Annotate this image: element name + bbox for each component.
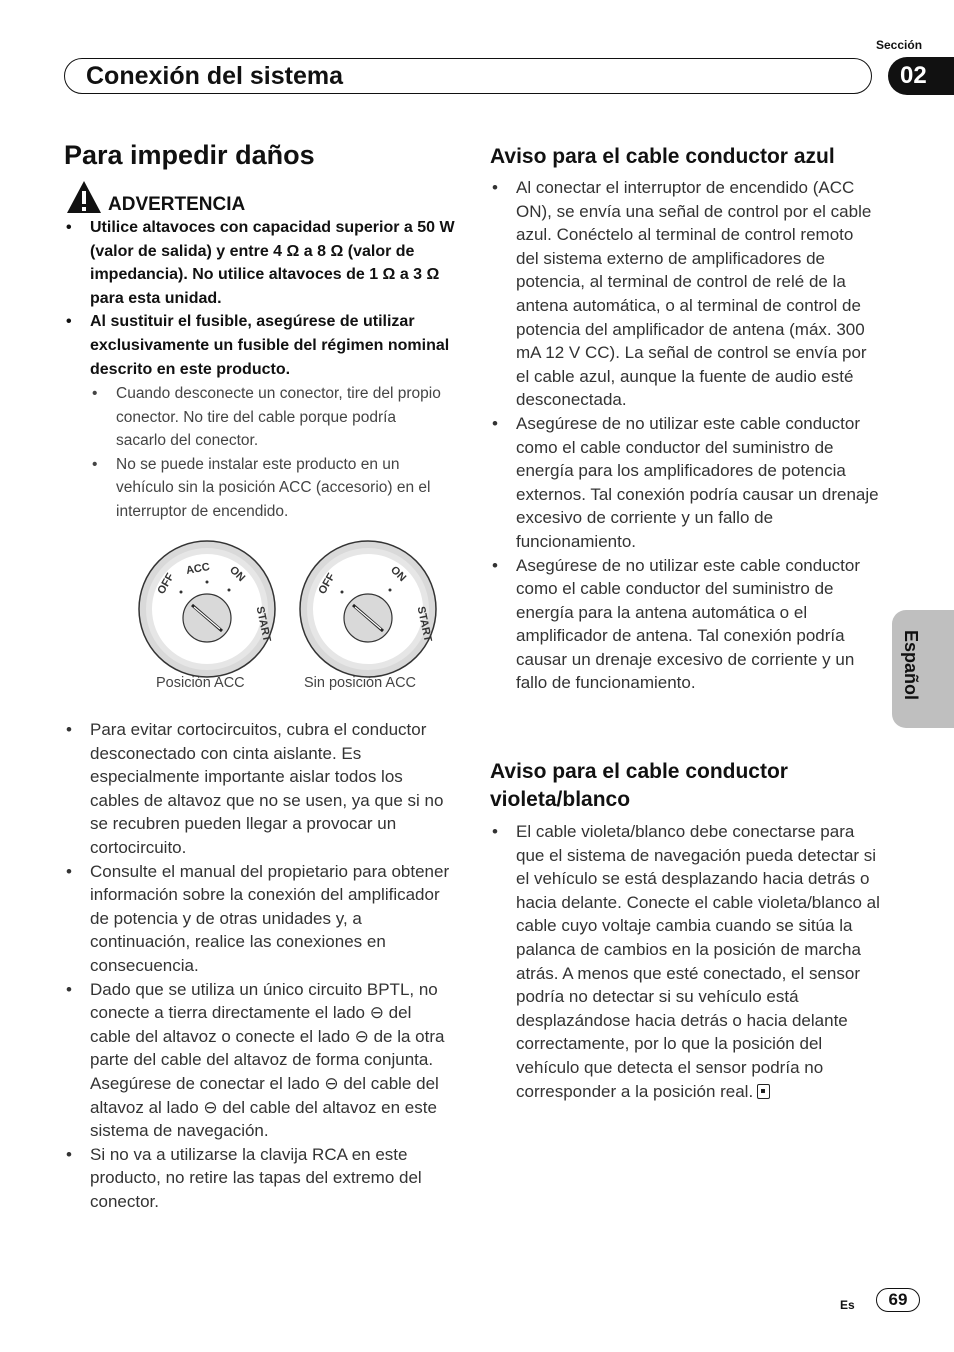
switch-label-off: OFF (155, 571, 177, 597)
warning-icon (66, 180, 102, 214)
chapter-title: Conexión del sistema (86, 62, 344, 90)
section-label: Sección (876, 38, 923, 52)
violet-cable-heading: Aviso para el cable conductor violeta/blanco (490, 760, 788, 811)
warning-label: ADVERTENCIA (108, 194, 246, 215)
list-item: • Al conectar el interruptor de encendido (ACC ON), se envía una señal de control por el cable azul. Conéctelo al terminal de control remoto del sistema externo de amplificadores de potencia, al terminal de control de relé de la antena automática, o al terminal de control de potencia del amplificador de antena (máx. 300 mA 12 V CC). La señal de control se envía por el cable azul, aunque la fuente de audio esté desconectada. (490, 176, 880, 412)
warning-item: • Utilice altavoces con capacidad superior a 50 W (valor de salida) y entre 4 Ω a 8 Ω (valor de impedancia). No utilice altavoces de 1 Ω a 3 Ω para esta unidad. (64, 216, 456, 310)
warning-item: • Al sustituir el fusible, asegúrese de utilizar exclusivamente un fusible del régimen nominal descrito en este producto. (64, 310, 456, 381)
switch-label-start: START (414, 605, 434, 643)
left-notes-list (64, 718, 454, 1213)
list-item: • Asegúrese de no utilizar este cable conductor como el cable conductor del suministro de energía para los amplificadores de potencia externos. Tal conexión podría causar un drenaje excesivo de corriente y un fallo de funcionamiento. (490, 412, 880, 554)
list-item-text: El cable violeta/blanco debe conectarse para que el sistema de navegación pueda detectar si el vehículo se está desplazando hacia detrás o hacia delante. Conecte el cable violeta/blanco al cable cuyo voltaje cambia cuando se sitúa la palanca de cambios en la posición de marcha atrás. A menos que esté conectado, el sensor podría no detectar si su vehículo está desplazándose hacia detrás o hacia delante correctamente, por lo que la posición del vehículo que detecta el sensor podría no corresponder a la posición real. (516, 822, 880, 1101)
list-item: • Consulte el manual del propietario para obtener información sobre la conexión del amplificador de potencia y de otras unidades y, a continuación, realice las conexiones en consecuencia. (64, 860, 454, 978)
page-number: 69 (876, 1288, 920, 1312)
switch-label-on: ON (388, 563, 409, 585)
list-item (490, 820, 880, 1103)
blue-cable-list (490, 176, 880, 695)
list-item: • Para evitar cortocircuitos, cubra el conductor desconectado con cinta aislante. Es especialmente importante aislar todos los cables de altavoz que no se usen, ya que si no se recubren pueden llegar a provocar un cortocircuito. (64, 718, 454, 860)
figure-caption-acc: Posición ACC (156, 675, 245, 691)
warning-subitem: • No se puede instalar este producto en un vehículo sin la posición ACC (accesorio) en el interruptor de encendido. (90, 453, 446, 524)
language-tab (892, 610, 954, 728)
end-mark-icon (757, 1084, 770, 1099)
ignition-switch-no-acc-icon (300, 541, 436, 677)
language-code: Es (840, 1298, 855, 1312)
section-number-badge: 02 (888, 57, 954, 95)
list-item: • Dado que se utiliza un único circuito BPTL, no conecte a tierra directamente el lado ⊖ del cable del altavoz o conecte el lado ⊖ de la otra parte del cable del altavoz de forma conjunta. Asegúrese de conectar el lado ⊖ del cable del altavoz al lado ⊖ del cable del altavoz en este sistema de navegación. (64, 978, 454, 1143)
list-item: • Asegúrese de no utilizar este cable conductor como el cable conductor del suministro de energía para la antena automática o el amplificador de antena. Tal conexión podría causar un drenaje excesivo de corriente y un fallo de funcionamiento. (490, 554, 880, 696)
warning-sublist (90, 382, 446, 524)
figure-caption-no-acc: Sin posición ACC (304, 675, 417, 691)
switch-label-start: START (253, 605, 273, 643)
page-title: Para impedir daños (64, 140, 315, 170)
language-tab-label: Español (901, 630, 921, 701)
switch-label-acc: ACC (185, 561, 211, 577)
violet-cable-list (490, 820, 880, 1103)
warning-subitem: • Cuando desconecte un conector, tire del propio conector. No tire del cable porque podría sacarlo del conector. (90, 382, 446, 453)
blue-cable-heading: Aviso para el cable conductor azul (490, 145, 835, 168)
warning-list (64, 216, 456, 381)
list-item: • Si no va a utilizarse la clavija RCA en este producto, no retire las tapas del extremo del conector. (64, 1143, 454, 1214)
ignition-switch-acc-icon (139, 541, 275, 677)
switch-label-off: OFF (316, 571, 338, 597)
switch-label-on: ON (227, 563, 248, 585)
